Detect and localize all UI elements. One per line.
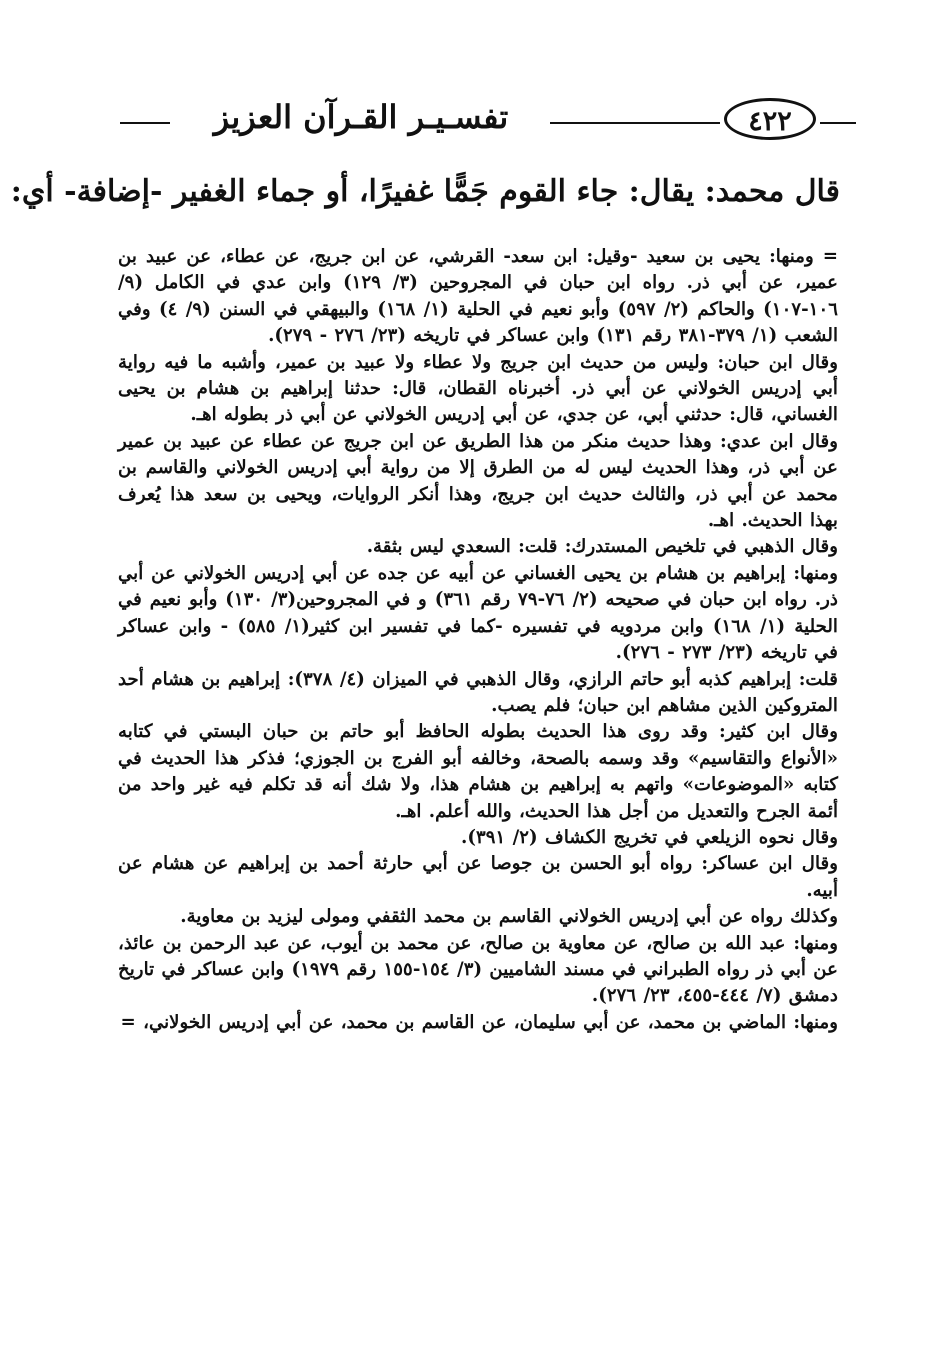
footnote-paragraph: وقال ابن حبان: وليس من حديث ابن جريج ولا عطاء ولا عبيد بن عمير، وأشبه ما فيه رواية أبي إدريس الخولاني عن أبي ذر. أخبرناه القطان، قال: حدثنا إبراهيم بن هشام بن يحيى الغساني، قال: حدثني أبي، عن جدي، عن أبي إدريس الخولاني عن أبي ذر بطوله اهـ. (118, 351, 838, 426)
main-text-line: قال محمد: يقال: جاء القوم جَمًّا غفيرًا، أو جماء الغفير -إضافة- أي: (10, 174, 840, 209)
page-header (120, 92, 856, 144)
footnote-paragraph: وكذلك رواه عن أبي إدريس الخولاني القاسم بن محمد الثقفي ومولى ليزيد بن معاوية. (180, 906, 838, 928)
page-number: ٤٢٢ (724, 98, 816, 140)
header-rule-middle (550, 122, 720, 124)
footnote-paragraph: وقال ابن كثير: وقد روى هذا الحديث بطوله الحافظ أبو حاتم بن حبان البستي في كتابه «الأنواع والتقاسيم» وقد وسمه بالصحة، وخالفه أبو الفرج بن الجوزي؛ فذكر هذا الحديث في كتابه «الموضوعات» واتهم به إبراهيم بن هشام هذا، ولا شك أنه قد تكلم فيه غير واحد من أئمة الجرح والتعديل من أجل هذا الحديث، والله أعلم. اهـ. (118, 721, 838, 822)
footnote-paragraph: وقال نحوه الزيلعي في تخريج الكشاف (٢/ ٣٩١). (461, 826, 838, 848)
footnote-paragraph: وقال ابن عدي: وهذا حديث منكر من هذا الطريق عن ابن جريج عن عطاء عن عبيد بن عمير عن أبي ذر، وهذا الحديث ليس له من الطرق إلا من رواية أبي إدريس الخولاني والقاسم بن محمد عن أبي ذر، والثالث حديث ابن جريج، وهذا أنكر الروايات، ويحيى بن سعد هذا يُعرف بهذا الحديث. اهـ. (118, 430, 838, 532)
header-rule-right (820, 122, 856, 124)
footnote-paragraph: وقال الذهبي في تلخيص المستدرك: قلت: السعدي ليس بثقة. (366, 536, 838, 558)
footnote-paragraph: قلت: إبراهيم كذبه أبو حاتم الرازي، وقال الذهبي في الميزان (٤/ ٣٧٨): إبراهيم بن هشام أحد المتروكين الذين مشاهم ابن حبان؛ فلم يصب. (118, 668, 838, 716)
footnote-paragraph: ومنها: عبد الله بن صالح، عن معاوية بن صالح، عن محمد بن أيوب، عن عبد الرحمن بن عائذ، عن أبي ذر رواه الطبراني في مسند الشاميين (٣/ ١٥٤-١٥٥ رقم ١٩٧٩) وابن عساكر في تاريخ دمشق (٧/ ٤٤٤-٤٥٥، ٢٣/ ٢٧٦). (118, 932, 838, 1007)
running-title: تفسـيـر القـرآن العزيز (213, 98, 509, 136)
footnote-paragraph: ومنها: إبراهيم بن هشام بن يحيى الغساني عن أبيه عن جده عن أبي إدريس الخولاني عن أبي ذر. رواه ابن حبان في صحيحه (٢/ ٧٦-٧٩ رقم ٣٦١) و في المجروحين(٣/ ١٣٠) وأبو نعيم في الحلية (١/ ١٦٨) وابن مردويه في تفسيره -كما في تفسير ابن كثير(١/ ٥٨٥) - وابن عساكر في تاريخه (٢٣/ ٢٧٣ - ٢٧٦). (118, 562, 838, 664)
footnote-paragraph: = ومنها: يحيى بن سعيد -وقيل: ابن سعد- القرشي، عن ابن جريج، عن عطاء، عن عبيد بن عمير، عن أبي ذر. رواه ابن حبان في المجروحين (٣/ ١٢٩) وابن عدي في الكامل (٩/ ١٠٦-١٠٧) والحاكم (٢/ ٥٩٧) وأبو نعيم في الحلية (١/ ١٦٨) والبيهقي في السنن (٩/ ٤) وفي الشعب (١/ ٣٧٩-٣٨١ رقم ١٣١) وابن عساكر في تاريخه (٢٣/ ٢٧٦ - ٢٧٩). (118, 246, 838, 347)
footnote-paragraph: وقال ابن عساكر: رواه أبو الحسن بن جوصا عن أبي حارثة أحمد بن إبراهيم عن هشام عن أبيه. (118, 853, 838, 901)
footnotes-section (118, 244, 838, 1244)
footnote-paragraph: ومنها: الماضي بن محمد، عن أبي سليمان، عن القاسم بن محمد، عن أبي إدريس الخولاني، = (120, 1011, 838, 1033)
header-rule-left (120, 122, 170, 124)
